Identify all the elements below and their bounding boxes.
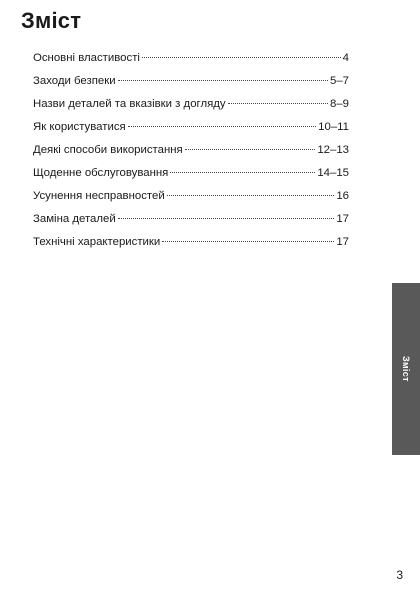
toc-entry-page: 10–11 — [318, 121, 349, 133]
toc-dot-leader — [142, 57, 341, 58]
toc-dot-leader — [162, 241, 334, 242]
toc-entry-label: Заміна деталей — [33, 213, 116, 225]
toc-entry[interactable] — [33, 236, 349, 259]
toc-entry-page: 4 — [342, 52, 349, 64]
toc-dot-leader — [228, 103, 328, 104]
toc-entry[interactable] — [33, 190, 349, 213]
page-number: 3 — [396, 568, 403, 582]
toc-dot-leader — [185, 149, 316, 150]
toc-entry-label: Деякі способи використання — [33, 144, 183, 156]
toc-entry-label: Щоденне обслуговування — [33, 167, 169, 179]
toc-entry-page: 12–13 — [317, 144, 349, 156]
toc-dot-leader — [118, 80, 328, 81]
toc-entry[interactable] — [33, 75, 349, 98]
toc-dot-leader — [118, 218, 335, 219]
side-tab-label: Зміст — [401, 356, 411, 382]
toc-entry[interactable] — [33, 98, 349, 121]
toc-entry-page: 16 — [336, 190, 349, 202]
table-of-contents — [33, 52, 349, 259]
toc-entry-page: 17 — [336, 213, 349, 225]
toc-entry-label: Як користуватися — [33, 121, 126, 133]
toc-entry-label: Заходи безпеки — [33, 75, 116, 87]
section-side-tab — [392, 283, 420, 455]
toc-entry[interactable] — [33, 121, 349, 144]
toc-entry-page: 14–15 — [317, 167, 349, 179]
toc-entry-page: 8–9 — [329, 98, 349, 110]
toc-dot-leader — [170, 172, 315, 173]
toc-dot-leader — [128, 126, 316, 127]
toc-dot-leader — [167, 195, 335, 196]
toc-entry[interactable] — [33, 52, 349, 75]
toc-entry-page: 5–7 — [329, 75, 349, 87]
toc-entry-label: Основні властивості — [33, 52, 140, 64]
toc-entry-page: 17 — [336, 236, 349, 248]
toc-entry-label: Назви деталей та вказівки з догляду — [33, 98, 226, 110]
toc-entry[interactable] — [33, 144, 349, 167]
page-title: Зміст — [21, 8, 82, 33]
toc-entry-label: Усунення несправностей — [33, 190, 165, 202]
toc-entry-label: Технічні характеристики — [33, 236, 161, 248]
toc-entry[interactable] — [33, 213, 349, 236]
toc-entry[interactable] — [33, 167, 349, 190]
